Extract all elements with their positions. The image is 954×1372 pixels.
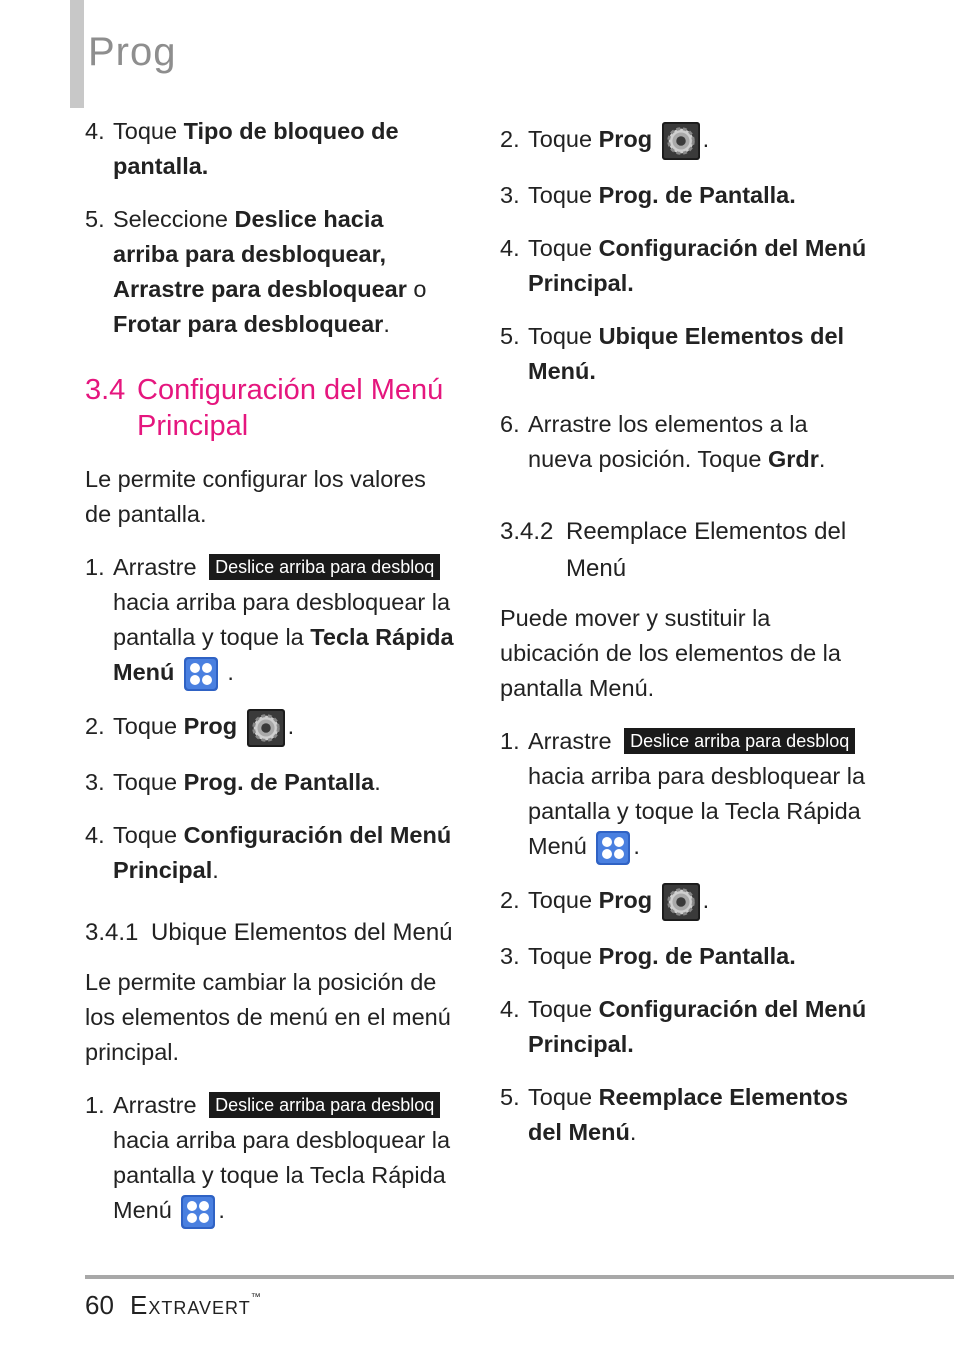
page-number: 60	[85, 1290, 114, 1320]
step-text: Toque	[113, 118, 184, 144]
period: .	[374, 768, 381, 795]
step-number: 3.	[500, 942, 520, 969]
step-text: Toque	[528, 995, 599, 1022]
section-heading	[85, 372, 455, 444]
section-intro: Le permite configurar los valores de pantalla.	[85, 466, 426, 527]
step-text: Toque	[113, 768, 184, 795]
list-item	[500, 231, 870, 301]
step-bold-text: Grdr	[767, 446, 819, 472]
section-number: 3.4	[85, 374, 126, 406]
step-bold-text: Tecla Rápida Menú	[113, 624, 454, 685]
list-item	[500, 178, 870, 213]
subsection-title: Ubique Elementos del Menú	[151, 918, 453, 946]
menu-grid-icon	[184, 657, 218, 691]
list-item	[500, 407, 870, 477]
step-number: 5.	[500, 323, 520, 349]
trademark: ™	[250, 1292, 261, 1303]
unlock-slider-label: Deslice arriba para desbloq	[209, 1092, 440, 1118]
subsection-intro: Puede mover y sustituir la ubicación de los elementos de la pantalla Menú.	[500, 605, 841, 701]
step-bold-text: Tipo de bloqueo de pantalla.	[113, 118, 399, 179]
step-number: 3.	[500, 182, 520, 208]
option-slide-up: Deslice hacia arriba para desbloquear	[113, 206, 384, 267]
list-item	[85, 114, 455, 184]
conjunction: o	[406, 276, 427, 302]
separator: ,	[379, 241, 386, 267]
list-item	[500, 939, 870, 974]
list-item	[500, 1080, 870, 1150]
period: .	[633, 833, 640, 859]
step-text: Toque	[528, 126, 599, 153]
settings-gear-icon	[247, 709, 285, 747]
step-text: Toque	[528, 887, 599, 913]
section-title: Configuración del Menú Principal	[137, 374, 444, 442]
unlock-slider-label: Deslice arriba para desbloq	[209, 554, 440, 580]
step-text: Arrastre	[113, 554, 197, 580]
list-item	[500, 883, 870, 921]
step-text: Toque	[528, 942, 599, 969]
right-column	[500, 114, 870, 1168]
list-item	[85, 765, 455, 800]
step-text: hacia arriba para desbloquear la pantalla y toque la Tecla Rápida Menú	[113, 1126, 451, 1223]
period: .	[218, 1196, 225, 1223]
step-number: 1.	[500, 728, 520, 754]
settings-gear-icon	[662, 122, 700, 160]
step-bold-text: Prog	[183, 713, 238, 739]
period: .	[629, 1118, 637, 1145]
step-number: 2.	[500, 886, 520, 913]
step-bold-text: Prog	[598, 887, 653, 913]
page-title: Prog	[88, 30, 177, 74]
step-bold-text: Ubique Elementos del Menú.	[528, 323, 845, 384]
list-item	[500, 724, 870, 865]
subsection-intro: Le permite cambiar la posición de los elementos de menú en el menú principal.	[85, 968, 451, 1065]
step-text: Arrastre los elementos a la nueva posición. Toque	[528, 411, 808, 472]
brand-name: Extravert	[130, 1290, 251, 1320]
step-bold-text: Configuración del Menú Principal.	[528, 235, 867, 296]
list-item	[500, 319, 870, 389]
period: .	[818, 446, 826, 472]
step-text: hacia arriba para desbloquear la pantalla y toque la	[113, 589, 451, 650]
subsection-heading	[500, 513, 870, 587]
option-rub: Frotar para desbloquear	[113, 311, 384, 337]
step-text: Toque	[113, 713, 184, 739]
footer-divider	[85, 1275, 954, 1279]
step-number: 1.	[85, 1091, 105, 1118]
menu-grid-icon	[181, 1195, 215, 1229]
list-item	[500, 122, 870, 160]
period: .	[702, 887, 710, 913]
step-bold-text: Prog. de Pantalla.	[598, 942, 796, 969]
list-item	[85, 709, 455, 747]
settings-gear-icon	[662, 883, 700, 921]
step-number: 4.	[85, 821, 105, 848]
unlock-slider-label: Deslice arriba para desbloq	[624, 728, 855, 754]
step-text: Toque	[528, 235, 599, 261]
period: .	[212, 856, 219, 883]
list-item	[85, 818, 455, 888]
period: .	[383, 311, 390, 337]
subsection-heading	[85, 914, 455, 951]
step-text: Arrastre	[113, 1091, 197, 1118]
step-bold-text: Prog	[598, 126, 653, 153]
step-text: Seleccione	[113, 206, 235, 232]
step-bold-text: Prog. de Pantalla.	[598, 182, 796, 208]
step-number: 4.	[85, 118, 105, 144]
step-bold-text: Reemplace Elementos del Menú	[528, 1083, 849, 1145]
list-item	[85, 1088, 455, 1229]
step-number: 5.	[85, 206, 105, 232]
step-number: 6.	[500, 411, 520, 437]
step-bold-text: Configuración del Menú Principal.	[528, 995, 867, 1057]
step-number: 2.	[500, 126, 520, 152]
option-drag: Arrastre para desbloquear	[113, 276, 407, 302]
step-number: 3.	[85, 768, 105, 795]
list-item	[85, 550, 455, 691]
menu-grid-icon	[596, 831, 630, 865]
subsection-title: Reemplace Elementos del Menú	[566, 518, 847, 582]
step-number: 4.	[500, 235, 520, 261]
period: .	[287, 713, 295, 739]
list-item	[500, 992, 870, 1062]
step-text: Toque	[113, 821, 184, 848]
step-text: Arrastre	[528, 728, 612, 754]
step-number: 5.	[500, 1083, 520, 1110]
brand-logo	[130, 1290, 261, 1321]
left-column	[85, 114, 455, 1247]
step-number: 4.	[500, 995, 520, 1022]
step-text: Toque	[528, 323, 599, 349]
step-number: 2.	[85, 712, 105, 739]
period: .	[227, 659, 234, 685]
subsection-number: 3.4.1	[85, 918, 139, 946]
step-text: Toque	[528, 1083, 599, 1110]
list-item	[85, 202, 455, 342]
header-bar	[70, 0, 84, 108]
period: .	[702, 126, 710, 153]
step-number: 1.	[85, 554, 105, 580]
step-bold-text: Prog. de Pantalla	[183, 768, 375, 795]
step-text: Toque	[528, 182, 599, 208]
step-text: hacia arriba para desbloquear la pantalla y toque la Tecla Rápida Menú	[528, 763, 866, 859]
step-bold-text: Configuración del Menú Principal	[113, 821, 452, 883]
subsection-number: 3.4.2	[500, 518, 554, 545]
